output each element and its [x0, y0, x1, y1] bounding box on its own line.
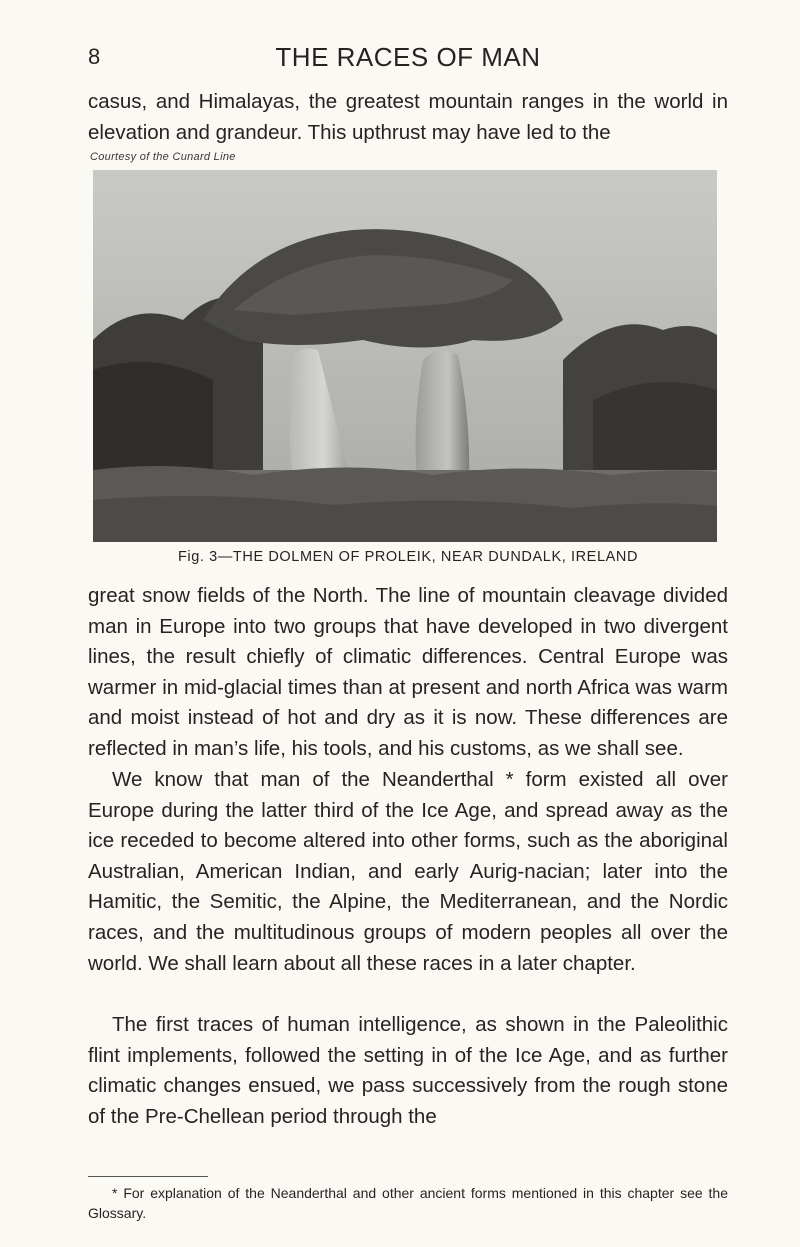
paragraph-intro: casus, and Himalayas, the greatest mountain ranges in the world in elevation and grandeur. This upthrust may have led to the — [88, 90, 728, 144]
dolmen-photo — [93, 170, 717, 542]
footnote: * For explanation of the Neanderthal and other ancient forms mentioned in this chapter see the Glossary. — [88, 1185, 728, 1221]
footnote-rule — [88, 1176, 208, 1177]
paragraph-climatic-differences: great snow fields of the North. The line of mountain cleavage divided man in Europe into two groups that have developed in two divergent lines, the result chiefly of climatic differences. Central Europe was warmer in mid-glacial times than at present and north Africa was warm and moist instead of hot and dry as it is now. These differences are reflected in man’s life, his tools, and his customs, as we shall see. — [88, 584, 728, 760]
paragraph-paleolithic: The first traces of human intelligence, as shown in the Paleolithic flint implements, followed the setting in of the Ice Age, and as further climatic changes ensued, we pass successively from the rough stone of the Pre-Chellean period through the — [88, 1013, 728, 1128]
figure-caption: Fig. 3—THE DOLMEN OF PROLEIK, NEAR DUNDALK, IRELAND — [177, 549, 639, 565]
running-head: THE RACES OF MAN — [275, 42, 541, 72]
photo-credit: Courtesy of the Cunard Line — [90, 151, 236, 163]
paragraph-neanderthal: We know that man of the Neanderthal * form existed all over Europe during the latter third of the Ice Age, and spread away as the ice receded to become altered into other forms, such as the aboriginal Australian, American Indian, and early Aurig-nacian; later into the Hamitic, the Semitic, the Alpine, the Mediterranean, and the Nordic races, and the multitudinous groups of modern peoples all over the world. We shall learn about all these races in a later chapter. — [88, 768, 728, 975]
page-header — [88, 44, 728, 84]
page-number: 8 — [88, 44, 101, 69]
